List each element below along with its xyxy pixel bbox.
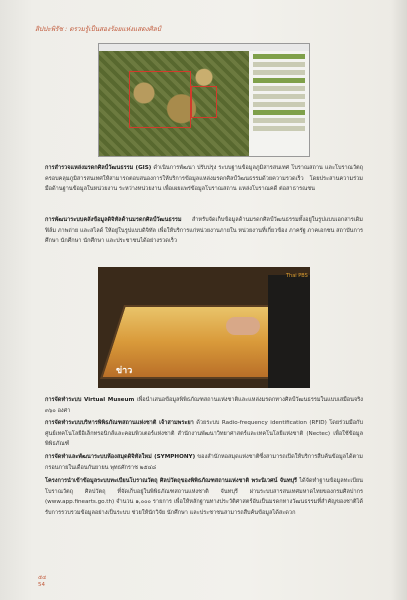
paragraph-lead: การจัดทำและพัฒนาระบบห้องสมุดดิจิทัลใหม่ (SYMPHONY) bbox=[45, 454, 196, 460]
broadcaster-logo: Thai PBS bbox=[286, 273, 308, 279]
site-outline bbox=[129, 71, 191, 128]
satellite-map bbox=[99, 51, 249, 156]
paragraph-gis bbox=[45, 163, 363, 205]
info-panel bbox=[249, 51, 309, 156]
person-silhouette bbox=[268, 275, 310, 388]
paragraph-body: เพื่อนำเสนอข้อมูลพิพิธภัณฑสถานแห่งชาติและแหล่งมรดกทางศิลป์วัฒนธรรมในแบบเสมือนจริง ๓๖๐ องศา bbox=[45, 397, 364, 414]
paragraph-body: สำหรับจัดเก็บข้อมูลด้านมรดกศิลป์วัฒนธรรมทั้งอยู่ในรูปแบบเอกสารเดิม ฟิล์ม ภาพถ่าย และสไลด์ ให้อยู่ในรูปแบบดิจิทัล เพื่อให้บริการแก่หน่วยงานภายใน หน่วยงานที่เกี่ยวข้อง ภาครัฐ ภาคเอกชน สถาบันการศึกษา นักศึกษา นักศึกษา และประชาชนได้อย่างรวดเร็ว bbox=[45, 217, 363, 245]
gis-screenshot-figure bbox=[98, 43, 310, 157]
paragraph-chanthaburi bbox=[45, 476, 363, 551]
paragraph-lead: การจัดทำระบบบริหารพิพิธภัณฑสถานแห่งชาติ เจ้าสามพระยา bbox=[45, 420, 194, 426]
paragraph-lead: โครงการนำเข้าข้อมูลระบบทะเบียนโบราณวัตถุ ศิลปวัตถุของพิพิธภัณฑสถานแห่งชาติ พระนิเวศน์ จันทบุรี bbox=[45, 478, 298, 484]
paragraph-body: ดำเนินการพัฒนา ปรับปรุง ระบบฐานข้อมูลภูมิสารสนเทศ โบราณสถาน และโบราณวัตถุครอบคลุมภูมิสารสนเทศให้สามารถตอบสนองการให้บริการข้อมูลแหล่งมรดกศิลป์วัฒนธรรมด้วยความรวดเร็ว โดยประสานความร่วมมือด้านฐานข้อมูลในหน่วยงาน ระหว่างหน่วยงาน เพื่อเผยแพร่ข้อมูลโบราณสถาน แหล่งโบราณคดี ต่อสาธารณชน bbox=[45, 165, 364, 193]
paragraph-digital-archive bbox=[45, 215, 363, 257]
running-header: สิปปะพิรัช : ตรวมรู้เป็นสองร้อยแห่งแสดงศิลป์ bbox=[35, 25, 161, 33]
photo-watermark: ข่าว bbox=[116, 366, 133, 376]
paragraph-body: ของสำนักหอสมุดแห่งชาติซึ่งสามารถเปิดให้บริการสืบค้นข้อมูลได้ตามกรอบภายในเดือนกันยายน พุทธศักราช ๒๕๔๘ bbox=[45, 454, 363, 471]
paragraph-body: ได้จัดทำฐานข้อมูลทะเบียนโบราณวัตถุ ศิลปวัตถุ ที่จัดเก็บอยู่ในพิพิธภัณฑสถานแห่งชาติ จันทบุรี ผ่านระบบสารสนเทศมหาดไทยของกรมศิลปากร (www.app.finearts.go.th) จำนวน ๑,๐๐๐ รายการ เพื่อให้หลักฐานทางประวัติศาสตร์อันเป็นมรดกทางวัฒนธรรมที่สำคัญของชาติได้รับการรวบรวมข้อมูลอย่างเป็นระบบ ช่วยให้นักวิจัย นักศึกษา และประชาชนสามารถสืบค้นข้อมูลได้สะดวก bbox=[45, 478, 363, 516]
page-curl-shadow bbox=[391, 0, 407, 600]
page-number-thai: ๕๔ bbox=[38, 575, 47, 581]
paragraph-symphony bbox=[45, 452, 363, 472]
paragraph-lead: การสำรวจแหล่งมรดกศิลป์วัฒนธรรม (GIS) bbox=[45, 165, 152, 171]
site-outline bbox=[191, 86, 217, 118]
paragraph-virtual-museum bbox=[45, 395, 363, 415]
paragraph-lead: การจัดทำระบบ Virtual Museum bbox=[45, 397, 135, 403]
paragraph-body: ด้วยระบบ Radio-frequency identification (RFID) โดยร่วมมือกับศูนย์เทคโนโลยีอิเล็กทรอนิกส์และคอมพิวเตอร์แห่งชาติ สำนักงานพัฒนาวิทยาศาสตร์และเทคโนโลยีแห่งชาติ (Nectec) เพื่อใช้ข้อมูลพิพิธภัณฑ์ bbox=[45, 420, 363, 448]
paragraph-lead: การพัฒนาระบบคลังข้อมูลดิจิทัลด้านมรดกศิลป์วัฒนธรรม bbox=[45, 217, 182, 223]
page-number bbox=[38, 575, 46, 589]
figure-toolbar bbox=[99, 44, 309, 51]
paragraph-rfid bbox=[45, 418, 363, 448]
page-number-arabic: 54 bbox=[38, 582, 45, 588]
hand bbox=[226, 317, 260, 335]
touch-table-photo bbox=[98, 267, 310, 388]
